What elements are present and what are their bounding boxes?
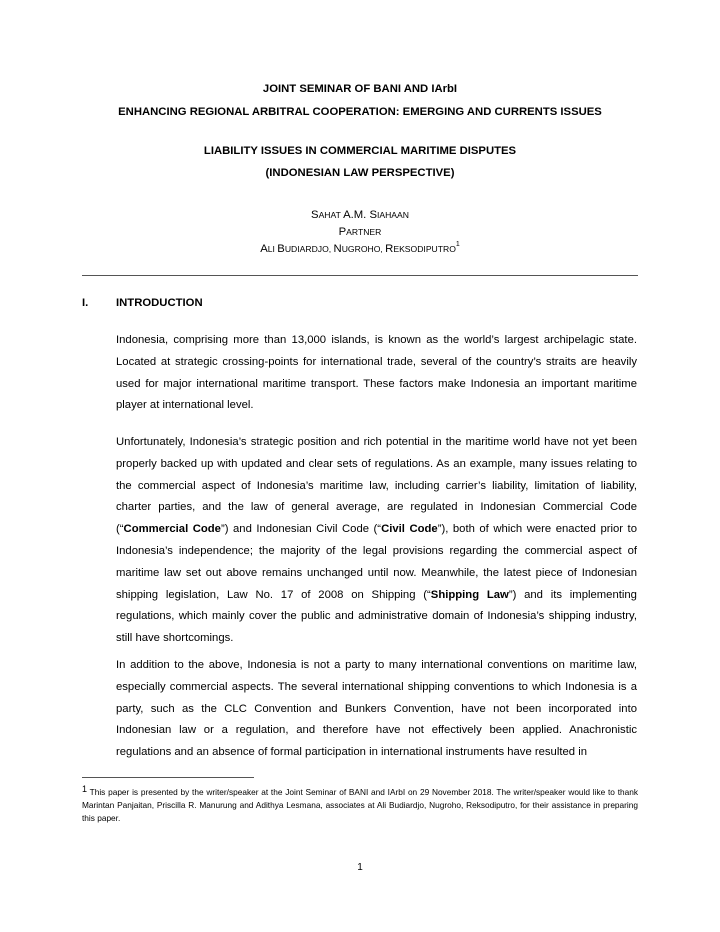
author-name: SAHAT A.M. SIAHAAN xyxy=(311,209,409,221)
author-firm: ALI BUDIARDJO, NUGROHO, REKSODIPUTRO$^1$ xyxy=(260,241,460,255)
defined-term-shipping-law: Shipping Law xyxy=(430,588,509,601)
defined-term-commercial-code: Commercial Code xyxy=(123,523,221,536)
paragraph-3: In addition to the above, Indonesia is not a party to many international conventions on maritime law, especially commercial aspects. The several international shipping conventions to which Indonesia is a party, such as the CLC Convention and Bunkers Convention, have not been incorporated into Indonesian law or a regulation, and therefore have not effectively been applied. Anachronistic regulations and an absence of formal participation in international instruments have resulted in xyxy=(116,659,637,759)
footnote-text: This paper is presented by the writer/speaker at the Joint Seminar of BANI and IArbI on 29 November 2018. The writer/speaker would like to thank Marintan Panjaitan, Priscilla R. Manurung and Adithya Lesmana, associates at Ali Budiardjo, Nugroho, Reksodiputro, for their assistance in preparing this paper. xyxy=(82,787,638,823)
paper-subtitle: (INDONESIAN LAW PERSPECTIVE) xyxy=(265,167,455,179)
paragraph-2: Unfortunately, Indonesia’s strategic position and rich potential in the maritime world have not yet been properly backed up with updated and clear sets of regulations. As an example, many issues relating to the commercial aspect of Indonesia’s maritime law, including carrier’s liability, limitation of liability, charter parties, and the law of general average, are regulated in Indonesian Commercial Code (“Commercial Code”) and Indonesian Civil Code (“Civil Code”), both of which were enacted prior to Indonesia’s independence; the majority of the legal provisions regarding the commercial aspect of maritime law set out above remains unchanged until now. Meanwhile, the latest piece of Indonesian shipping legislation, Law No. 17 of 2008 on Shipping (“Shipping Law”) and its implementing regulations, which mainly cover the public and administrative domain of Indonesia’s shipping industry, still have shortcomings. xyxy=(116,436,637,645)
paragraph-1: Indonesia, comprising more than 13,000 islands, is known as the world’s largest archipelagic state. Located at strategic crossing-points for international trade, several of the country’s straits are heavily used for major international maritime transport. These factors make Indonesia an important maritime player at international level. xyxy=(116,334,637,412)
page-number: 1 xyxy=(357,862,363,873)
defined-term-civil-code: Civil Code xyxy=(381,523,438,536)
footnote-mark: 1 xyxy=(82,784,88,794)
footnote-reference: 1 xyxy=(455,241,460,248)
footnote xyxy=(82,786,638,824)
section-number: I. xyxy=(82,297,89,309)
author-role: PARTNER xyxy=(338,226,382,238)
header-divider xyxy=(82,275,638,276)
paper-title: LIABILITY ISSUES IN COMMERCIAL MARITIME DISPUTES xyxy=(203,145,517,157)
seminar-subtitle: ENHANCING REGIONAL ARBITRAL COOPERATION: EMERGING AND CURRENTS ISSUES xyxy=(118,106,602,118)
section-title: INTRODUCTION xyxy=(116,297,203,309)
seminar-title: JOINT SEMINAR OF BANI AND IArbI xyxy=(262,83,458,95)
footnote-divider xyxy=(82,777,254,778)
